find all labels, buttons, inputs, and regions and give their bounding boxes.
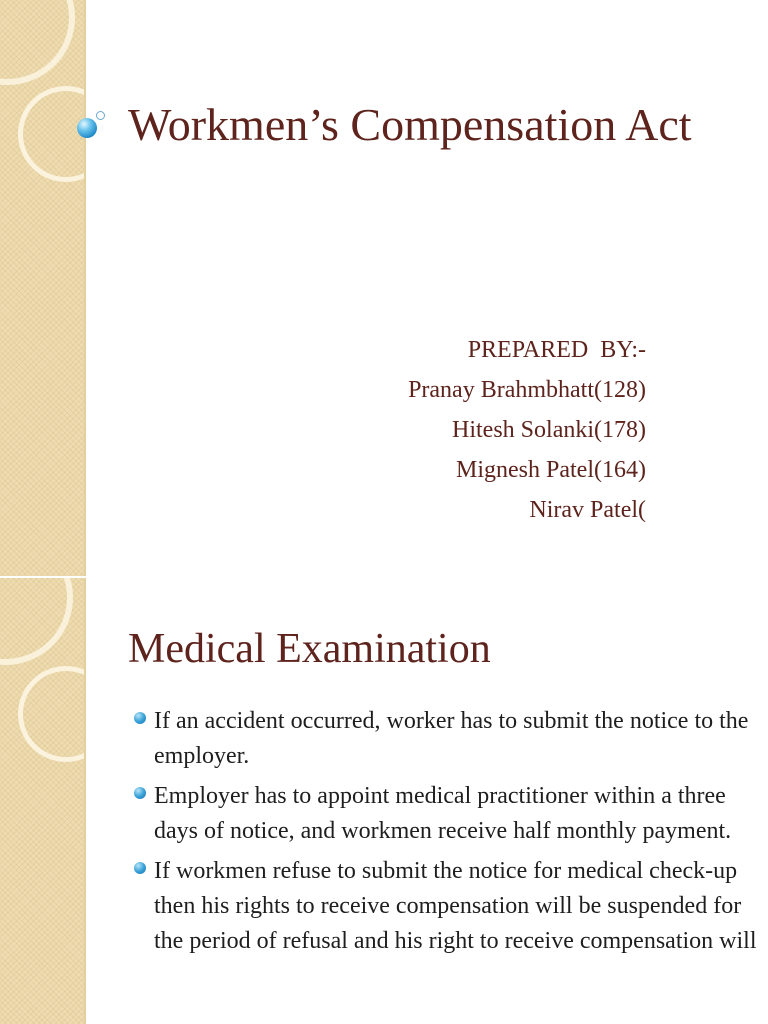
list-item bbox=[132, 704, 762, 774]
blue-dot-icon bbox=[134, 712, 146, 724]
author-name: Hitesh Solanki(178) bbox=[452, 417, 646, 443]
small-ring-icon bbox=[96, 111, 105, 120]
list-item bbox=[132, 854, 762, 959]
list-item-text: If an accident occurred, worker has to submit the notice to the employer. bbox=[154, 708, 749, 769]
decorative-ring bbox=[18, 666, 84, 762]
slide-medical-examination bbox=[0, 578, 768, 1024]
sidebar-edge bbox=[84, 0, 86, 578]
prepared-by-block bbox=[408, 330, 646, 530]
bullet-list bbox=[132, 704, 762, 964]
list-item-text: Employer has to appoint medical practitioner within a three days of notice, and workmen receive half monthly payment. bbox=[154, 783, 732, 844]
list-item-text: If workmen refuse to submit the notice for medical check-up then his rights to receive compensation will be suspended for the period of refusal and his right to receive compensation will bbox=[154, 858, 757, 954]
author-name: Mignesh Patel(164) bbox=[456, 457, 646, 483]
decorative-ring bbox=[0, 578, 73, 665]
slide-title-text: Medical Examination bbox=[128, 626, 491, 672]
slide-sidebar bbox=[0, 0, 84, 578]
decorative-ring bbox=[18, 86, 84, 182]
decorative-ring bbox=[0, 0, 75, 85]
blue-sphere-icon bbox=[77, 118, 97, 138]
list-item bbox=[132, 779, 762, 849]
blue-dot-icon bbox=[134, 787, 146, 799]
blue-dot-icon bbox=[134, 862, 146, 874]
slide-sidebar bbox=[0, 578, 84, 1024]
prepared-by-heading: PREPARED BY:- bbox=[467, 337, 646, 363]
author-name: Nirav Patel( bbox=[529, 497, 646, 523]
sidebar-edge bbox=[84, 578, 86, 1024]
slide-title-text: Workmen’s Compensation Act bbox=[128, 99, 692, 150]
author-name: Pranay Brahmbhatt(128) bbox=[408, 377, 646, 403]
